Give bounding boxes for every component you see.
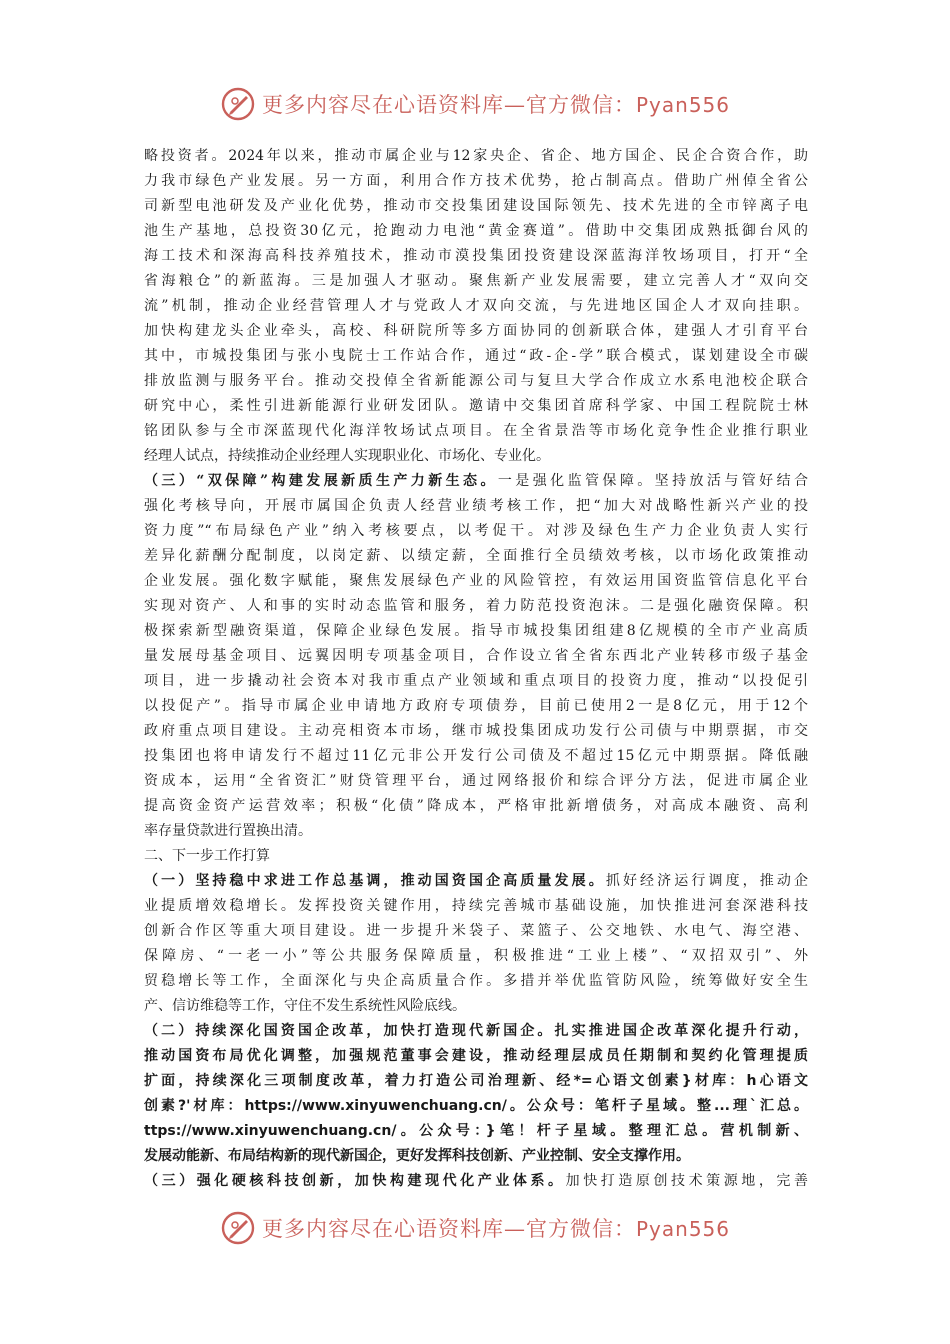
banner-text: 更多内容尽在心语资料库—官方微信：Pyan556	[261, 1217, 730, 1241]
text-line: 提高资金资产运营效率；积极“化债”降成本，严格审批新增债务，对高成本融资、高利	[144, 798, 808, 814]
header-banner	[0, 84, 950, 124]
text-line: 以投促产”。指导市属企业申请地方政府专项债券，目前已使用2一是8亿元，用于12个	[144, 698, 808, 714]
text-line: 贸稳增长等工作，全面深化与央企高质量合作。多措并举优监管防风险，统筹做好安全生	[144, 973, 808, 989]
text-line: 极探索新型融资渠道，保障企业绿色发展。指导市城投集团组建8亿规模的全市产业高质	[144, 623, 808, 639]
text-line: 发展动能新、布局结构新的现代新国企，更好发挥科技创新、产业控制、安全支撑作用。	[144, 1148, 690, 1164]
text-line: 保障房、“一老一小”等公共服务保障质量，积极推进“工业上楼”、“双招双引”、外	[144, 948, 808, 964]
text-line: 经理人试点，持续推动企业经理人实现职业化、市场化、专业化。	[144, 448, 550, 464]
text-line: 省海粮仓”的新蓝海。三是加强人才驱动。聚焦新产业发展需要，建立完善人才“双向交	[144, 273, 808, 289]
section-heading-line: （三）强化硬核科技创新，加快构建现代化产业体系。加快打造原创技术策源地，完善	[144, 1173, 808, 1189]
text-line: 产、信访维稳等工作，守住不发生系统性风险底线。	[144, 998, 466, 1014]
banner-text: 更多内容尽在心语资料库—官方微信：Pyan556	[261, 93, 730, 117]
text-line: 资力度”“布局绿色产业”纳入考核要点，以考促干。对涉及绿色生产力企业负责人实行	[144, 523, 808, 539]
text-line: 力我市绿色产业发展。另一方面，利用合作方技术优势，抢占制高点。借助广州倬全省公	[144, 173, 808, 189]
text-line: 海工技术和深海高科技养殖技术，推动市漠投集团投资建设深蓝海洋牧场项目，打开“全	[144, 248, 808, 264]
text-line: ttps://www.xinyuwenchuang.cn/。公众号：}笔！杆子星域。整理汇总。营机制新、	[144, 1123, 808, 1139]
text-line: 率存量贷款进行置换出清。	[144, 823, 312, 839]
chapter-heading: 二、下一步工作打算	[144, 848, 270, 864]
text-line: 实现对资产、人和事的实时动态监管和服务，着力防范投资泡沫。二是强化融资保障。积	[144, 598, 808, 614]
section-heading-line: （一）坚持稳中求进工作总基调，推动国资国企高质量发展。抓好经济运行调度，推动企	[144, 873, 808, 889]
text-line: 排放监测与服务平台。推动交投倬全省新能源公司与复旦大学合作成立水系电池校企联合	[144, 373, 808, 389]
text-line: 强化考核导向，开展市属国企负责人经营业绩考核工作，把“加大对战略性新兴产业的投	[144, 498, 808, 514]
text-line: 铭团队参与全市深蓝现代化海洋牧场试点项目。在全省景浩等市场化竞争性企业推行职业	[144, 423, 808, 439]
section-heading: （三）强化硬核科技创新，加快构建现代化产业体系。	[144, 1173, 566, 1189]
text-line: 政府重点项目建设。主动亮相资本市场，继市城投集团成功发行公司债与中期票据，市交	[144, 723, 808, 739]
footer-banner	[0, 1208, 950, 1248]
text-line: 量发展母基金项目、远翼因明专项基金项目，合作设立省全省东西北产业转移市级子基金	[144, 648, 808, 664]
body-text	[144, 144, 808, 1194]
section-heading: （二）持续深化国资国企改革，加快打造现代新国企。	[144, 1023, 555, 1039]
text-line: 扩面，持续深化三项制度改革，着力打造公司治理新、经*=心语文创素}材库：h心语文	[144, 1073, 808, 1089]
text-line: 项目，进一步撬动社会资本对我市重点产业领域和重点项目的投资力度，推动“以投促引	[144, 673, 808, 689]
text-line: 其中，市城投集团与张小曳院士工作站合作，通过“政-企-学”联合模式，谋划建设全市碳	[144, 348, 808, 364]
section-heading: （三）“双保障”构建发展新质生产力新生态。	[144, 473, 498, 489]
text-line: 研究中心，柔性引进新能源行业研发团队。邀请中交集团首席科学家、中国工程院院士林	[144, 398, 808, 414]
text-line: 业提质增效稳增长。发挥投资关键作用，持续完善城市基础设施，加快推进河套深港科技	[144, 898, 808, 914]
text-line: 创新合作区等重大项目建设。进一步提升米袋子、菜篮子、公交地铁、水电气、海空港、	[144, 923, 808, 939]
text-line: 差异化薪酬分配制度，以岗定薪、以绩定薪，全面推行全员绩效考核，以市场化政策推动	[144, 548, 808, 564]
section-heading-line: （三）“双保障”构建发展新质生产力新生态。一是强化监管保障。坚持放活与管好结合	[144, 473, 808, 489]
text-line: 司新型电池研发及产业化优势，推动市交投集团建设国际领先、技术先进的全市锌离子电	[144, 198, 808, 214]
text-line: 加快构建龙头企业牵头，高校、科研院所等多方面协同的创新联合体，建强人才引育平台	[144, 323, 808, 339]
pen-logo-icon	[220, 1210, 256, 1246]
text-line: 池生产基地，总投资30亿元，抢跑动力电池“黄金赛道”。借助中交集团成熟抵御台风的	[144, 223, 808, 239]
section-heading-line: （二）持续深化国资国企改革，加快打造现代新国企。扎实推进国企改革深化提升行动，	[144, 1023, 808, 1039]
text-line: 推动国资布局优化调整，加强规范董事会建设，推动经理层成员任期制和契约化管理提质	[144, 1048, 808, 1064]
text-line: 创素?'材库：https://www.xinyuwenchuang.cn/。公众号：笔杆子星域。整...理`汇总。	[144, 1098, 808, 1114]
text-line: 略投资者。2024年以来，推动市属企业与12家央企、省企、地方国企、民企合资合作，助	[144, 148, 808, 164]
text-line: 流”机制，推动企业经营管理人才与党政人才双向交流，与先进地区国企人才双向挂职。	[144, 298, 808, 314]
text-line: 投集团也将申请发行不超过11亿元非公开发行公司债及不超过15亿元中期票据。降低融	[144, 748, 808, 764]
section-heading: （一）坚持稳中求进工作总基调，推动国资国企高质量发展。	[144, 873, 606, 889]
pen-logo-icon	[220, 86, 256, 122]
text-line: 资成本，运用“全省资汇”财贷管理平台，通过网络报价和综合评分方法，促进市属企业	[144, 773, 808, 789]
text-line: 企业发展。强化数字赋能，聚焦发展绿色产业的风险管控，有效运用国资监管信息化平台	[144, 573, 808, 589]
